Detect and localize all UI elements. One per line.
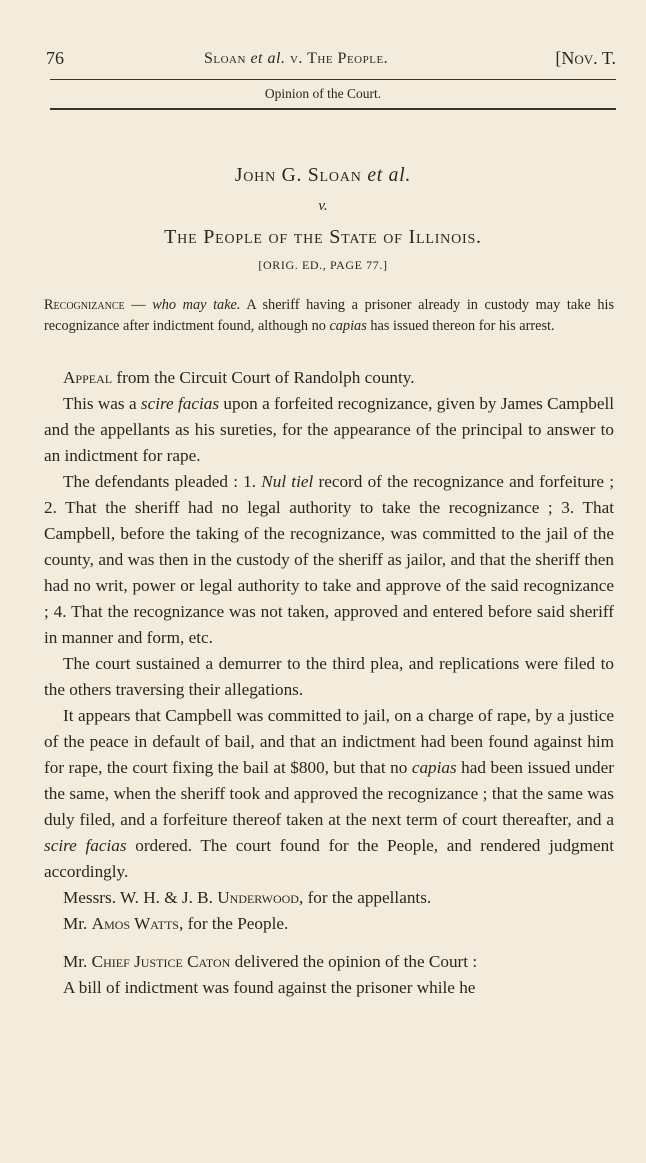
counsel-people <box>44 911 614 937</box>
findings-paragraph <box>44 703 614 885</box>
case-party: The People of the State of Illinois. <box>164 226 482 248</box>
facts-text-b: upon a forfeited recognizance, given by James Campbell and the appellants as his sureties, for the appearance of the principal to answer to an indictment for rape. <box>44 394 614 465</box>
appeal-rest: from the Circuit Court of Randolph county. <box>112 368 415 387</box>
running-title-rest: v. The People. <box>289 50 389 67</box>
headnote-capias: capias <box>329 318 367 334</box>
headnote-subtopic: who may take. <box>152 297 241 313</box>
counsel-people-suffix: , for the People. <box>178 914 289 933</box>
headnote-topic: Recognizance <box>44 297 125 313</box>
facts-scire-facias: scire facias <box>140 394 220 413</box>
opinion-intro <box>44 949 614 975</box>
section-label: Opinion of the Court. <box>264 86 382 101</box>
page-number: 76 <box>46 48 64 68</box>
pleas-paragraph <box>44 469 614 651</box>
case-title-name: John G. Sloan <box>234 165 362 186</box>
running-title-etal: et al. <box>250 50 286 67</box>
opinion-intro-prefix: Mr. <box>63 952 92 971</box>
demurrer-paragraph: The court sustained a demurrer to the third plea, and replications were filed to the others traversing their allegations. <box>44 654 614 699</box>
opinion-first-line: A bill of indictment was found against the prisoner while he <box>63 978 476 997</box>
opinion-justice-name: Chief Justice Caton <box>91 952 231 971</box>
headnote-text-end: has issued thereon for his arrest. <box>366 318 555 334</box>
running-header <box>44 48 616 72</box>
headnote-text: A sheriff having a prisoner already in custody may take his recognizance after indictment found, although no <box>44 297 615 334</box>
findings-text-b: had been issued under the same, when the sheriff took and approved the recognizance ; that the same was duly filed, and a forfeiture thereof taken at the next term of court thereafter, and a <box>44 758 614 829</box>
pleas-text-b: record of the recognizance and forfeiture ; 2. That the sheriff had no legal authority to take the recognizance ; 3. That Campbell, before the taking of the recognizance, was committed to the jail of the county, and was then in the custody of the sheriff as jailor, and that the sheriff then had no writ, power or legal authority to take and approve of the said recognizance ; 4. That the recognizance was not taken, approved and entered before said sheriff in manner and form, etc. <box>44 472 615 647</box>
running-title <box>204 50 388 68</box>
counsel-appellants-name: Underwood <box>217 888 299 907</box>
running-title-name: Sloan <box>204 50 246 67</box>
findings-text-c: ordered. The court found for the People, and rendered judgment accordingly. <box>44 836 615 881</box>
body-text <box>44 365 614 1001</box>
appeal-lead: Appeal <box>63 368 113 387</box>
counsel-appellants-prefix: Messrs. W. H. & J. B. <box>63 888 218 907</box>
paragraph-gap <box>44 937 614 949</box>
term-label: [Nov. T. <box>555 48 616 68</box>
original-edition-ref: [ORIG. ED., PAGE 77.] <box>258 258 388 272</box>
facts-text-a: This was a <box>63 394 141 413</box>
findings-scire-facias: scire facias <box>44 836 127 855</box>
header-rule-top <box>50 79 616 80</box>
pleas-nul-tiel: Nul tiel <box>261 472 314 491</box>
appeal-paragraph <box>44 365 614 391</box>
opinion-intro-suffix: delivered the opinion of the Court : <box>230 952 478 971</box>
counsel-appellants-suffix: , for the appellants. <box>298 888 432 907</box>
case-versus: v. <box>318 198 328 214</box>
case-title-etal: et al. <box>367 165 412 186</box>
case-title <box>0 165 646 187</box>
header-rule-bottom <box>50 108 616 110</box>
findings-capias: capias <box>411 758 457 777</box>
counsel-appellants <box>44 885 614 911</box>
headnote <box>44 295 614 337</box>
headnote-dash: — <box>124 297 153 313</box>
facts-paragraph <box>44 391 614 469</box>
counsel-people-prefix: Mr. <box>63 914 92 933</box>
counsel-people-name: Amos Watts <box>91 914 179 933</box>
pleas-text-a: The defendants pleaded : 1. <box>63 472 262 491</box>
findings-text-a: It appears that Campbell was committed to jail, on a charge of rape, by a justice of the peace in default of bail, and that an indictment had been found against him for rape, the court fixing the bail at $800, but that no <box>44 706 614 777</box>
